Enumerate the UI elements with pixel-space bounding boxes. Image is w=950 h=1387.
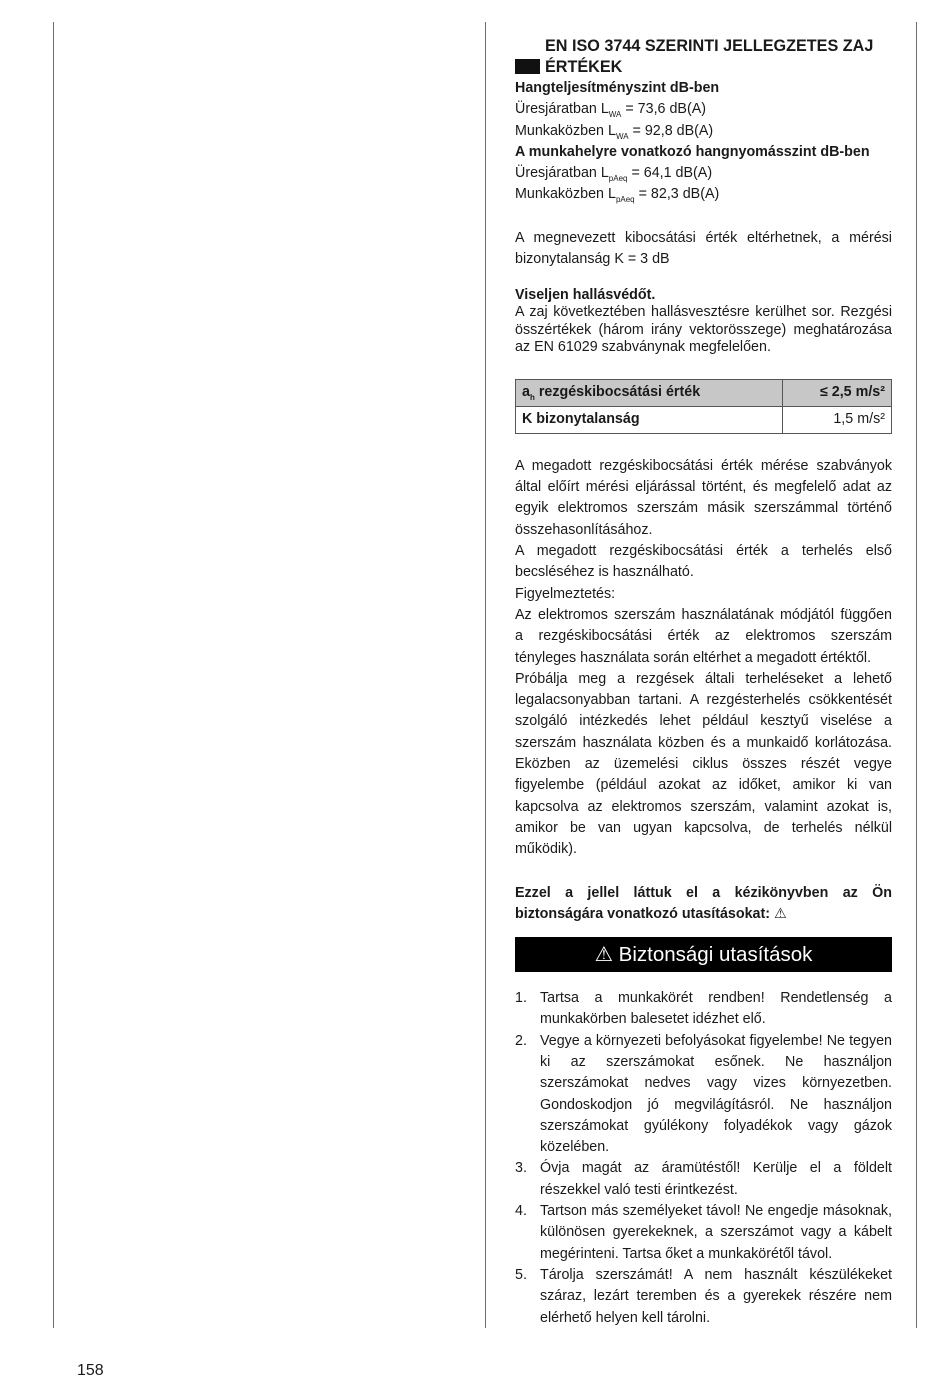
vibration-paragraph-2: A megadott rezgéskibocsátási érték a terhelés első becsléséhez is használható. [515, 543, 892, 581]
uncertainty-label: K bizonytalanság [516, 406, 783, 433]
page-number: 158 [77, 1362, 104, 1379]
work-pressure-line [515, 184, 892, 205]
safety-instructions-banner: ⚠ Biztonsági utasítások [515, 937, 892, 972]
work-power-sub: WA [615, 131, 629, 141]
hearing-protection-text: A zaj következtében hallásvesztésre kerülhet sor. Rezgési összértékek (három irány vektorösszege) meghatározása az EN 61029 szabványnak megfelelően. [515, 304, 892, 356]
vibration-table-row [516, 379, 892, 406]
work-pressure-label: Munkaközben L [515, 186, 616, 203]
idle-power-value: = 73,6 dB(A) [621, 101, 707, 118]
safety-rule-text: Óvja magát az áramütéstől! Kerülje el a földelt részekkel való testi érintkezést. [540, 1160, 892, 1198]
vibration-paragraph-4: Az elektromos szerszám használatának módjától függően a rezgéskibocsátási érték az elektromos szerszám tényleges használata során eltérhet a megadott értéktől. [515, 606, 892, 666]
idle-pressure-label: Üresjáratban L [515, 165, 609, 182]
warning-label: Figyelmeztetés: [515, 585, 616, 602]
idle-pressure-sub: pAeq [608, 174, 628, 184]
safety-symbol-note: Ezzel a jellel láttuk el a kézikönyvben az Ön biztonságára vonatkozó utasításokat: ⚠ [515, 884, 892, 922]
noise-heading-line2 [515, 57, 892, 78]
safety-rule-item [515, 988, 892, 1031]
hearing-protection-title: Viseljen hallásvédőt. [515, 287, 656, 304]
work-power-line [515, 121, 892, 142]
vibration-paragraph-5: Próbálja meg a rezgések általi terheléseket a lehető legalacsonyabban tartani. A rezgésterhelés csökkentését szolgáló intézkedés lehet például kesztyű viselése a szerszám használata közben és a munkaidő korlátozása. Eközben az üzemelési ciklus összes részét vegye figyelembe (például azokat az időket, amikor ki van kapcsolva az elektromos szerszám, valamint azokat is, amikor be van ugyan kapcsolva, de terhelés nélkül működik). [515, 670, 892, 858]
safety-rule-number: 3. [515, 1160, 527, 1177]
vibration-table [515, 379, 892, 434]
safety-rule-number: 5. [515, 1266, 527, 1283]
safety-rules-list [515, 988, 892, 1329]
work-power-label: Munkaközben L [515, 122, 616, 139]
safety-rule-item [515, 1158, 892, 1201]
emission-note: A megnevezett kibocsátási érték eltérhetnek, a mérési bizonytalanság K = 3 dB [515, 229, 892, 268]
vibration-paragraph-1: A megadott rezgéskibocsátási érték mérése szabványok által előírt mérési eljárással történt, és megfelelő adat az egyik elektromos szerszám másik szerszámmal történő összehasonlításához. [515, 457, 892, 538]
sound-pressure-title: A munkahelyre vonatkozó hangnyomásszint dB-ben [515, 143, 870, 160]
noise-heading-line1: EN ISO 3744 SZERINTI JELLEGZETES ZAJ [545, 37, 874, 55]
idle-power-sub: WA [608, 110, 622, 120]
vibration-emission-label [516, 379, 783, 406]
vibration-emission-text: rezgéskibocsátási érték [534, 384, 701, 401]
safety-rule-item [515, 1031, 892, 1159]
sound-power-title: Hangteljesítményszint dB-ben [515, 80, 720, 96]
safety-rule-text: Tárolja szerszámát! A nem használt készülékeket száraz, lezárt teremben és a gyerekek részére nem elérhető helyen kell tárolni. [540, 1266, 892, 1326]
idle-power-line [515, 99, 892, 120]
vibration-symbol: a [522, 384, 530, 401]
noise-heading [515, 36, 892, 78]
idle-pressure-line [515, 163, 892, 184]
uncertainty-value: 1,5 m/s² [782, 406, 891, 433]
work-pressure-sub: pAeq [615, 195, 635, 205]
work-power-value: = 92,8 dB(A) [628, 122, 714, 139]
right-margin-rule [916, 22, 917, 1328]
vibration-table-row [516, 406, 892, 433]
safety-rule-number: 1. [515, 990, 527, 1007]
column-divider-rule [485, 22, 486, 1328]
work-pressure-value: = 82,3 dB(A) [634, 186, 720, 203]
noise-heading-line2-text: ÉRTÉKEK [545, 58, 623, 76]
idle-power-label: Üresjáratban L [515, 101, 609, 118]
safety-rule-number: 2. [515, 1032, 527, 1049]
left-margin-rule [53, 22, 54, 1328]
safety-rule-item [515, 1265, 892, 1329]
idle-pressure-value: = 64,1 dB(A) [627, 165, 713, 182]
black-square-marker [515, 59, 540, 74]
safety-rule-item [515, 1201, 892, 1265]
vibration-emission-value: ≤ 2,5 m/s² [782, 379, 891, 406]
safety-rule-text: Tartson más személyeket távol! Ne engedje másoknak, különösen gyerekeknek, a szerszámot vagy a kábelt megérinteni. Tartsa őket a munkakörétől távol. [540, 1203, 892, 1262]
safety-rule-text: Vegye a környezeti befolyásokat figyelembe! Ne tegyen ki az szerszámokat esőnek. Ne használjon szerszámokat nedves vagy vizes környezetben. Gondoskodjon jó megvilágításról. Ne használjon szerszámokat gyúlékony folyadékok vagy gázok közelében. [540, 1032, 892, 1156]
right-column [515, 36, 892, 1329]
safety-rule-text: Tartsa a munkakörét rendben! Rendetlenség a munkakörben balesetet idézhet elő. [540, 990, 892, 1028]
vibration-symbol-sub: h [529, 393, 535, 403]
safety-rule-number: 4. [515, 1203, 527, 1220]
